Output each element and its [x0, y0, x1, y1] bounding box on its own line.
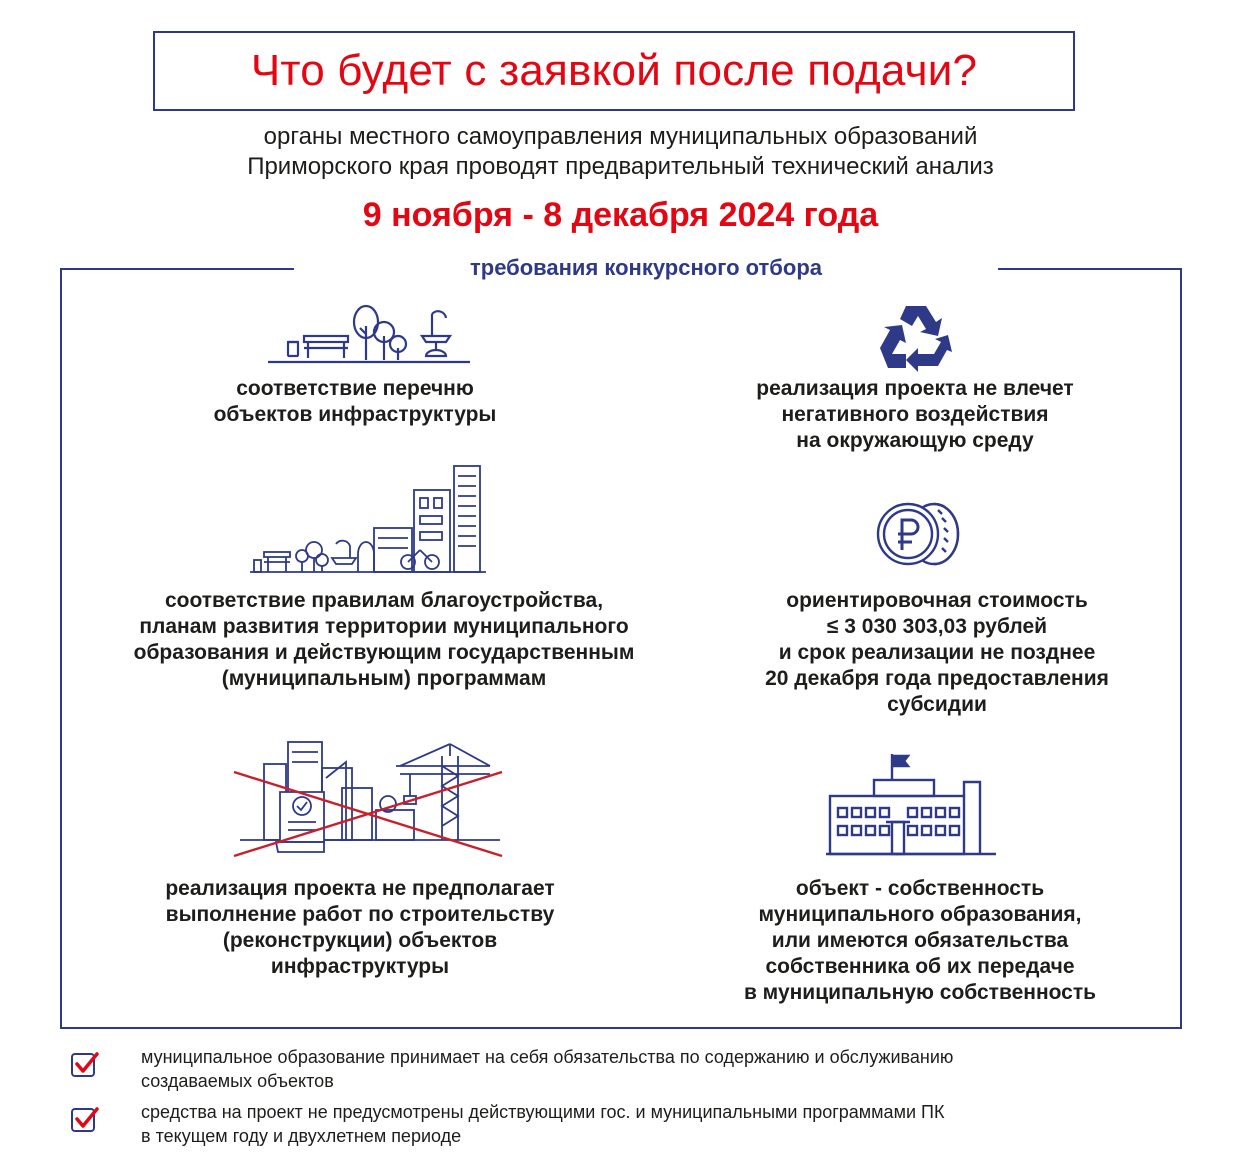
- city-icon: [248, 462, 488, 574]
- title-box: [153, 31, 1075, 111]
- requirement-environment: реализация проекта не влечет негативного воздействия на окружающую среду: [756, 377, 1074, 452]
- recycle-icon: [876, 302, 956, 372]
- requirement-municipal-ownership: объект - собственность муниципального образования, или имеются обязательства собственника об их передаче в муниципальную собственность: [743, 877, 1097, 1004]
- requirement-no-construction: реализация проекта не предполагает выполнение работ по строительству (реконструкции) объектов инфраструктуры: [165, 877, 555, 978]
- ruble-coins-icon: [876, 500, 966, 570]
- frame-divider-left: [60, 268, 294, 270]
- section-title: требования конкурсного отбора: [469, 255, 822, 280]
- requirement-development-rules: соответствие правилам благоустройства, планам развития территории муниципального образования и действующим государственным (муниципальным) программам: [133, 589, 635, 690]
- checklist-item-maintenance: [70, 1045, 1190, 1095]
- checklist-text: средства на проект не предусмотрены действующими гос. и муниципальными программами ПК в текущем году и двухлетнем периоде: [141, 1102, 945, 1146]
- subtitle-line-1: органы местного самоуправления муниципальных образований: [263, 123, 978, 150]
- municipal-building-icon: [824, 752, 998, 858]
- date-range: 9 ноября - 8 декабря 2024 года: [362, 196, 879, 234]
- requirement-infrastructure-list: соответствие перечню объектов инфраструктуры: [213, 377, 497, 426]
- checkbox-checked-icon: [70, 1105, 100, 1135]
- checklist-item-funding: [70, 1100, 1190, 1150]
- subtitle: [0, 122, 1241, 182]
- checklist-text: муниципальное образование принимает на себя обязательства по содержанию и обслуживанию создаваемых объектов: [141, 1047, 954, 1091]
- park-icon: [266, 300, 472, 366]
- checkbox-checked-icon: [70, 1050, 100, 1080]
- crossed-construction-icon: [230, 738, 506, 860]
- frame-divider-right: [998, 268, 1182, 270]
- requirement-cost-and-deadline: ориентировочная стоимость ≤ 3 030 303,03 рублей и срок реализации не позднее 20 декабря года предоставления субсидии: [765, 589, 1109, 716]
- subtitle-line-2: Приморского края проводят предварительный технический анализ: [247, 153, 994, 180]
- page-title: Что будет с заявкой после подачи?: [250, 46, 978, 95]
